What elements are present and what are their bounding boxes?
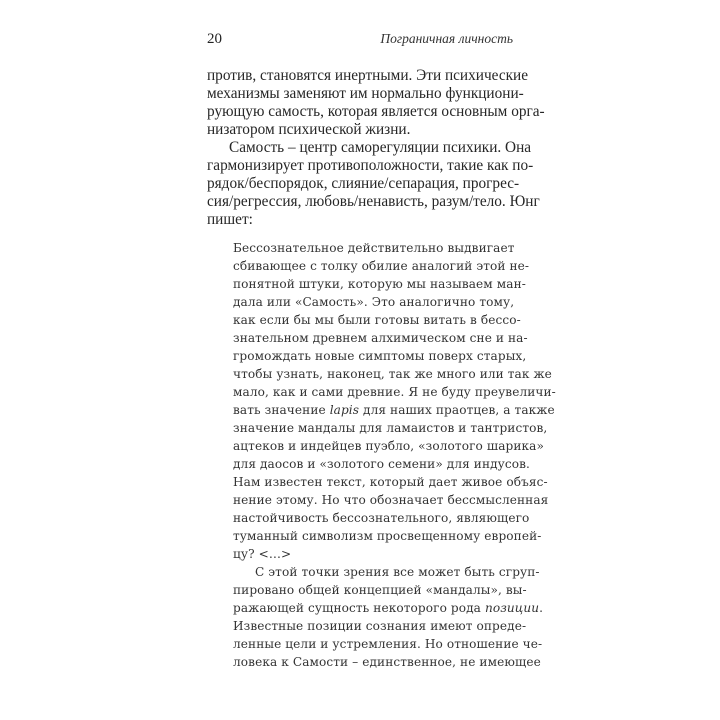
quote-line: для даосов и «золотого семени» для индусов.: [233, 457, 530, 471]
quote-line: значение мандалы для ламаистов и тантристов,: [233, 421, 548, 435]
italic-term-lapis: lapis: [329, 403, 360, 417]
body-line: рядок/беспорядок, слияние/сепарация, прогрес-: [207, 175, 520, 192]
quote-line: С этой точки зрения все может быть сгруп-: [255, 565, 540, 579]
quote-line: сбивающее с толку обилие аналогий этой не-: [233, 259, 530, 273]
quote-line: нение этому. Но что обозначает бессмысленная: [233, 493, 549, 507]
quote-line: дала или «Самость». Это аналогично тому,: [233, 295, 515, 309]
quote-text: вать значение: [233, 403, 330, 417]
quote-line: ацтеков и индейцев пуэбло, «золотого шарика»: [233, 439, 544, 453]
body-line: механизмы заменяют им нормально функциони-: [207, 85, 524, 102]
running-title: Пограничная личность: [380, 31, 513, 46]
body-line: гармонизирует противоположности, такие как по-: [207, 157, 534, 174]
quote-line: Нам известен текст, который дает живое объяс-: [233, 475, 548, 489]
page-header: [207, 31, 513, 51]
quote-line: настойчивость бессознательного, являющего: [233, 511, 530, 525]
body-line: Самость – центр саморегуляции психики. Она: [229, 139, 532, 156]
quote-line: как если бы мы были готовы витать в бессо-: [233, 313, 521, 327]
quote-line: Известные позиции сознания имеют опреде-: [233, 619, 527, 633]
body-line: низатором психической жизни.: [207, 121, 411, 138]
quote-text: .: [539, 601, 544, 615]
quote-line: пировано общей концепцией «мандалы», вы-: [233, 583, 527, 597]
quote-line: [233, 599, 544, 617]
quote-line: мало, как и сами древние. Я не буду преувеличи-: [233, 385, 556, 399]
quote-line: громождать новые симптомы поверх старых,: [233, 349, 527, 363]
quote-text: ражающей сущность некоторого рода: [233, 601, 485, 615]
quote-line: ленные цели и устремления. Но отношение че-: [233, 637, 543, 651]
quote-line: ловека к Самости – единственное, не имеющее: [233, 655, 541, 669]
quote-line: понятной штуки, которую мы называем ман-: [233, 277, 526, 291]
quote-line: цу? <…>: [233, 547, 292, 561]
italic-term-pozitsii: позиции: [484, 601, 540, 615]
quote-line: [233, 401, 555, 419]
body-line: рующую самость, которая является основным орга-: [207, 103, 545, 120]
quote-text: для наших праотцев, а также: [359, 403, 555, 417]
page-number: 20: [207, 31, 222, 47]
quote-line: чтобы узнать, наконец, так же много или так же: [233, 367, 552, 381]
quote-line: Бессознательное действительно выдвигает: [233, 241, 515, 255]
quote-line: знательном древнем алхимическом сне и на-: [233, 331, 528, 345]
body-line: против, становятся инертными. Эти психические: [207, 67, 529, 84]
quote-line: туманный символизм просвещенному европей-: [233, 529, 542, 543]
body-line: сия/регрессия, любовь/ненависть, разум/тело. Юнг: [207, 193, 540, 210]
body-line: пишет:: [207, 211, 253, 228]
